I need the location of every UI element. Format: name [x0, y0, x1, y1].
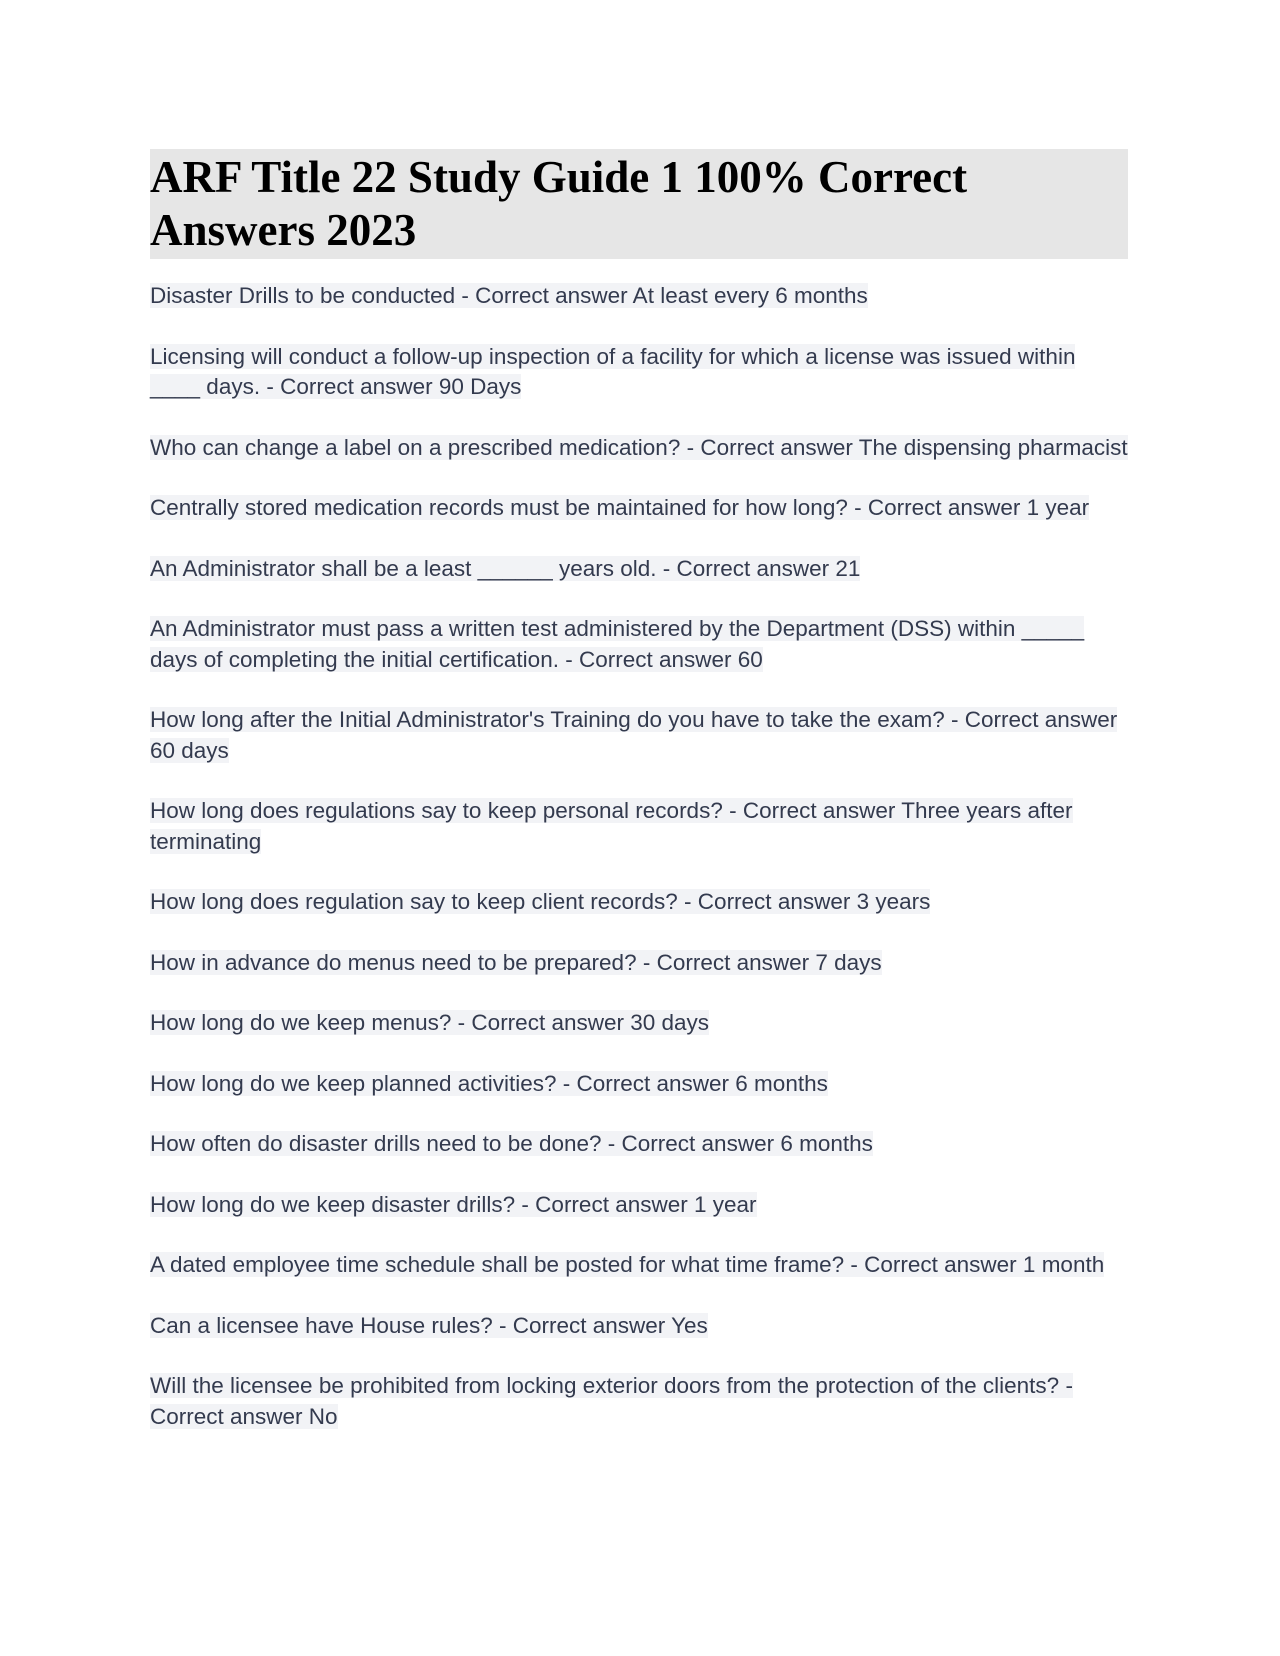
qa-text: How in advance do menus need to be prepared? - Correct answer 7 days	[150, 949, 882, 975]
qa-item	[150, 705, 1128, 766]
qa-item	[150, 1190, 1128, 1221]
title-banner	[150, 149, 1128, 259]
qa-item	[150, 796, 1128, 857]
qa-list	[150, 281, 1128, 1432]
qa-text: How long does regulations say to keep personal records? - Correct answer Three years after terminating	[150, 798, 1073, 854]
qa-item	[150, 433, 1128, 464]
document-title: ARF Title 22 Study Guide 1 100% Correct Answers 2023	[150, 152, 968, 255]
qa-text: A dated employee time schedule shall be posted for what time frame? - Correct answer 1 month	[150, 1252, 1105, 1277]
qa-item	[150, 948, 1128, 979]
qa-text: Will the licensee be prohibited from locking exterior doors from the protection of the clients? - Correct answer No	[150, 1373, 1073, 1429]
qa-item	[150, 887, 1128, 918]
qa-text: How long do we keep menus? - Correct answer 30 days	[150, 1010, 710, 1035]
qa-text: An Administrator must pass a written test administered by the Department (DSS) within _____ days of completing the initial certification. - Correct answer 60	[150, 616, 1085, 672]
qa-text: How long do we keep planned activities? - Correct answer 6 months	[150, 1070, 828, 1096]
qa-item	[150, 1371, 1128, 1432]
qa-text: How often do disaster drills need to be done? - Correct answer 6 months	[150, 1131, 873, 1156]
qa-item	[150, 614, 1128, 675]
document-page	[150, 149, 1128, 1462]
qa-item	[150, 1069, 1128, 1100]
qa-item	[150, 342, 1128, 403]
qa-text: An Administrator shall be a least ______ years old. - Correct answer 21	[150, 555, 861, 581]
qa-item	[150, 1008, 1128, 1039]
qa-item	[150, 1311, 1128, 1342]
qa-item	[150, 554, 1128, 585]
qa-text: How long after the Initial Administrator's Training do you have to take the exam? - Correct answer 60 days	[150, 707, 1118, 763]
qa-text: How long do we keep disaster drills? - Correct answer 1 year	[150, 1191, 757, 1217]
qa-text: Who can change a label on a prescribed medication? - Correct answer The dispensing pharmacist	[150, 434, 1128, 460]
qa-item	[150, 493, 1128, 524]
qa-item	[150, 1129, 1128, 1160]
qa-item	[150, 1250, 1128, 1281]
qa-item	[150, 281, 1128, 312]
qa-text: Can a licensee have House rules? - Correct answer Yes	[150, 1312, 708, 1338]
qa-text: Licensing will conduct a follow-up inspection of a facility for which a license was issued within ____ days. - Correct answer 90 Days	[150, 343, 1076, 399]
qa-text: Disaster Drills to be conducted - Correct answer At least every 6 months	[150, 283, 868, 308]
qa-text: Centrally stored medication records must be maintained for how long? - Correct answer 1 year	[150, 495, 1090, 520]
qa-text: How long does regulation say to keep client records? - Correct answer 3 years	[150, 889, 931, 914]
